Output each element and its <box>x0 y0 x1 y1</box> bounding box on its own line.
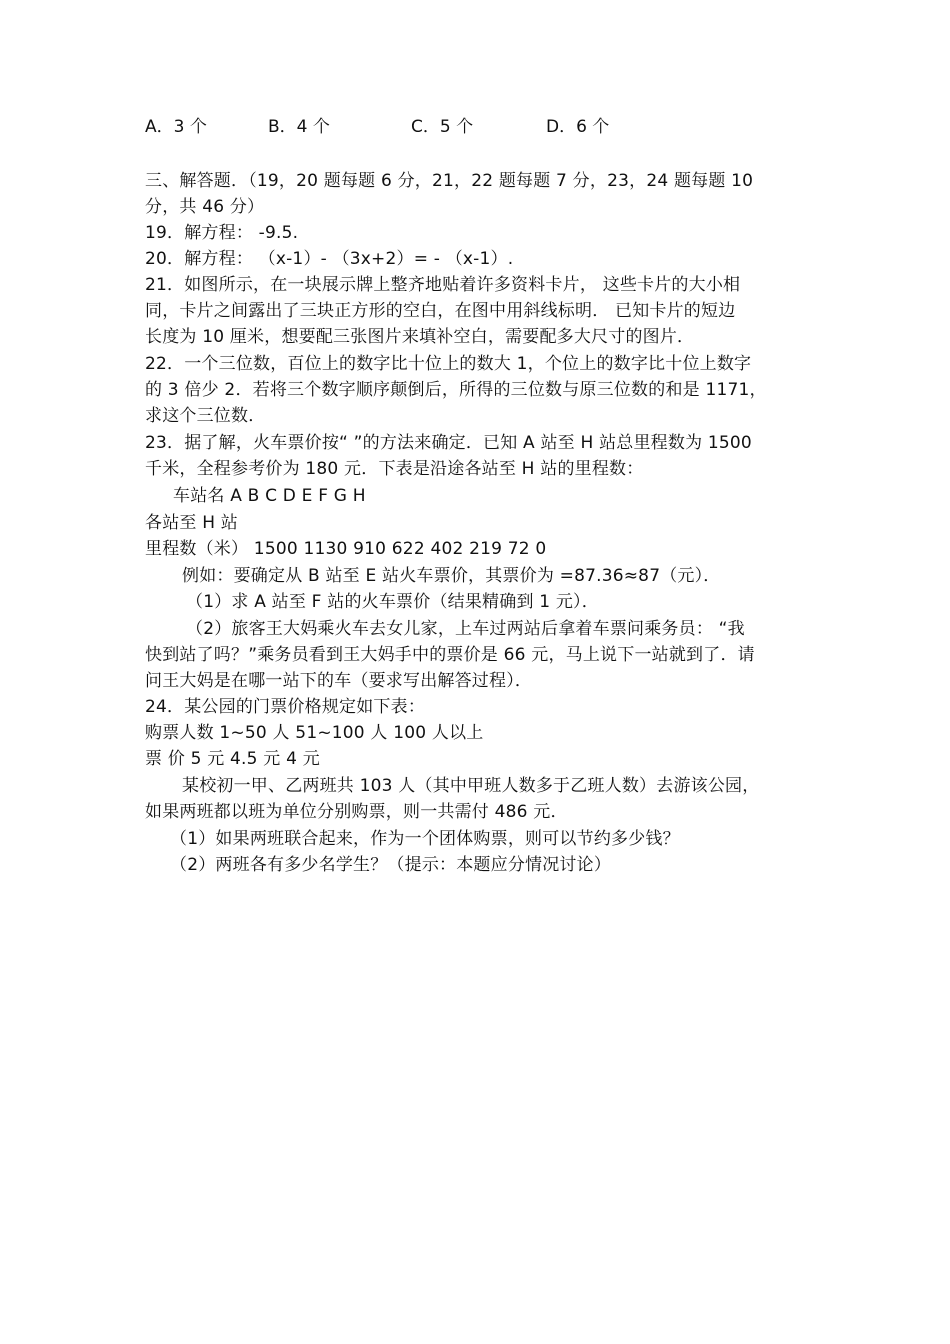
question-23-part-2: （2）旅客王大妈乘火车去女儿家，上车过两站后拿着车票问乘务员： “我 <box>186 619 745 639</box>
choice-d: D．6 个 <box>546 117 610 137</box>
question-24-part-1: （1）如果两班联合起来，作为一个团体购票，则可以节约多少钱？ <box>170 829 680 849</box>
question-24-body: 如果两班都以班为单位分别购票，则一共需付 486 元． <box>145 802 568 822</box>
question-23-part-2: 问王大妈是在哪一站下的车（要求写出解答过程）． <box>145 671 533 691</box>
question-23-example: 例如：要确定从 B 站至 E 站火车票价，其票价为 =87.36≈87（元）． <box>182 566 721 586</box>
question-23-part-2: 快到站了吗？”乘务员看到王大妈手中的票价是 66 元，马上说下一站就到了．请 <box>145 645 755 665</box>
choice-c: C．5 个 <box>411 117 474 137</box>
question-20: 20．解方程： （x-1）- （3x+2）= - （x-1）. <box>145 249 514 269</box>
question-24-part-2: （2）两班各有多少名学生？（提示：本题应分情况讨论） <box>170 855 612 875</box>
station-table-row: 车站名 A B C D E F G H <box>173 486 366 506</box>
question-23-line: 千米，全程参考价为 180 元．下表是沿途各站至 H 站的里程数： <box>145 459 644 479</box>
question-21-line: 同，卡片之间露出了三块正方形的空白，在图中用斜线标明． 已知卡片的短边 <box>145 301 736 321</box>
question-22-line: 22．一个三位数，百位上的数字比十位上的数大 1，个位上的数字比十位上数字 <box>145 354 752 374</box>
ticket-table-row: 票 价 5 元 4.5 元 4 元 <box>145 749 320 769</box>
question-19: 19．解方程： -9.5. <box>145 223 299 243</box>
question-21-line: 21．如图所示，在一块展示牌上整齐地贴着许多资料卡片， 这些卡片的大小相 <box>145 275 741 295</box>
station-table-row: 各站至 H 站 <box>145 513 238 533</box>
question-24-line: 24．某公园的门票价格规定如下表： <box>145 697 426 717</box>
question-23-line: 23．据了解，火车票价按“ ”的方法来确定．已知 A 站至 H 站总里程数为 1500 <box>145 433 752 453</box>
ticket-table-row: 购票人数 1~50 人 51~100 人 100 人以上 <box>145 723 484 743</box>
section-heading: 三、解答题．（19，20 题每题 6 分，21，22 题每题 7 分，23，24 题每题 10 <box>145 171 754 191</box>
question-22-line: 的 3 倍少 2．若将三个数字顺序颠倒后，所得的三位数与原三位数的和是 1171， <box>145 380 767 400</box>
choice-b: B．4 个 <box>268 117 330 137</box>
choice-a: A．3 个 <box>145 117 207 137</box>
question-21-line: 长度为 10 厘米，想要配三张图片来填补空白，需要配多大尺寸的图片． <box>145 327 695 347</box>
station-table-row: 里程数（米） 1500 1130 910 622 402 219 72 0 <box>145 539 547 559</box>
question-22-line: 求这个三位数． <box>145 406 266 426</box>
section-heading-cont: 分，共 46 分） <box>145 197 265 217</box>
question-24-body: 某校初一甲、乙两班共 103 人（其中甲班人数多于乙班人数）去游该公园， <box>182 776 760 796</box>
question-23-part-1: （1）求 A 站至 F 站的火车票价（结果精确到 1 元）． <box>186 592 599 612</box>
